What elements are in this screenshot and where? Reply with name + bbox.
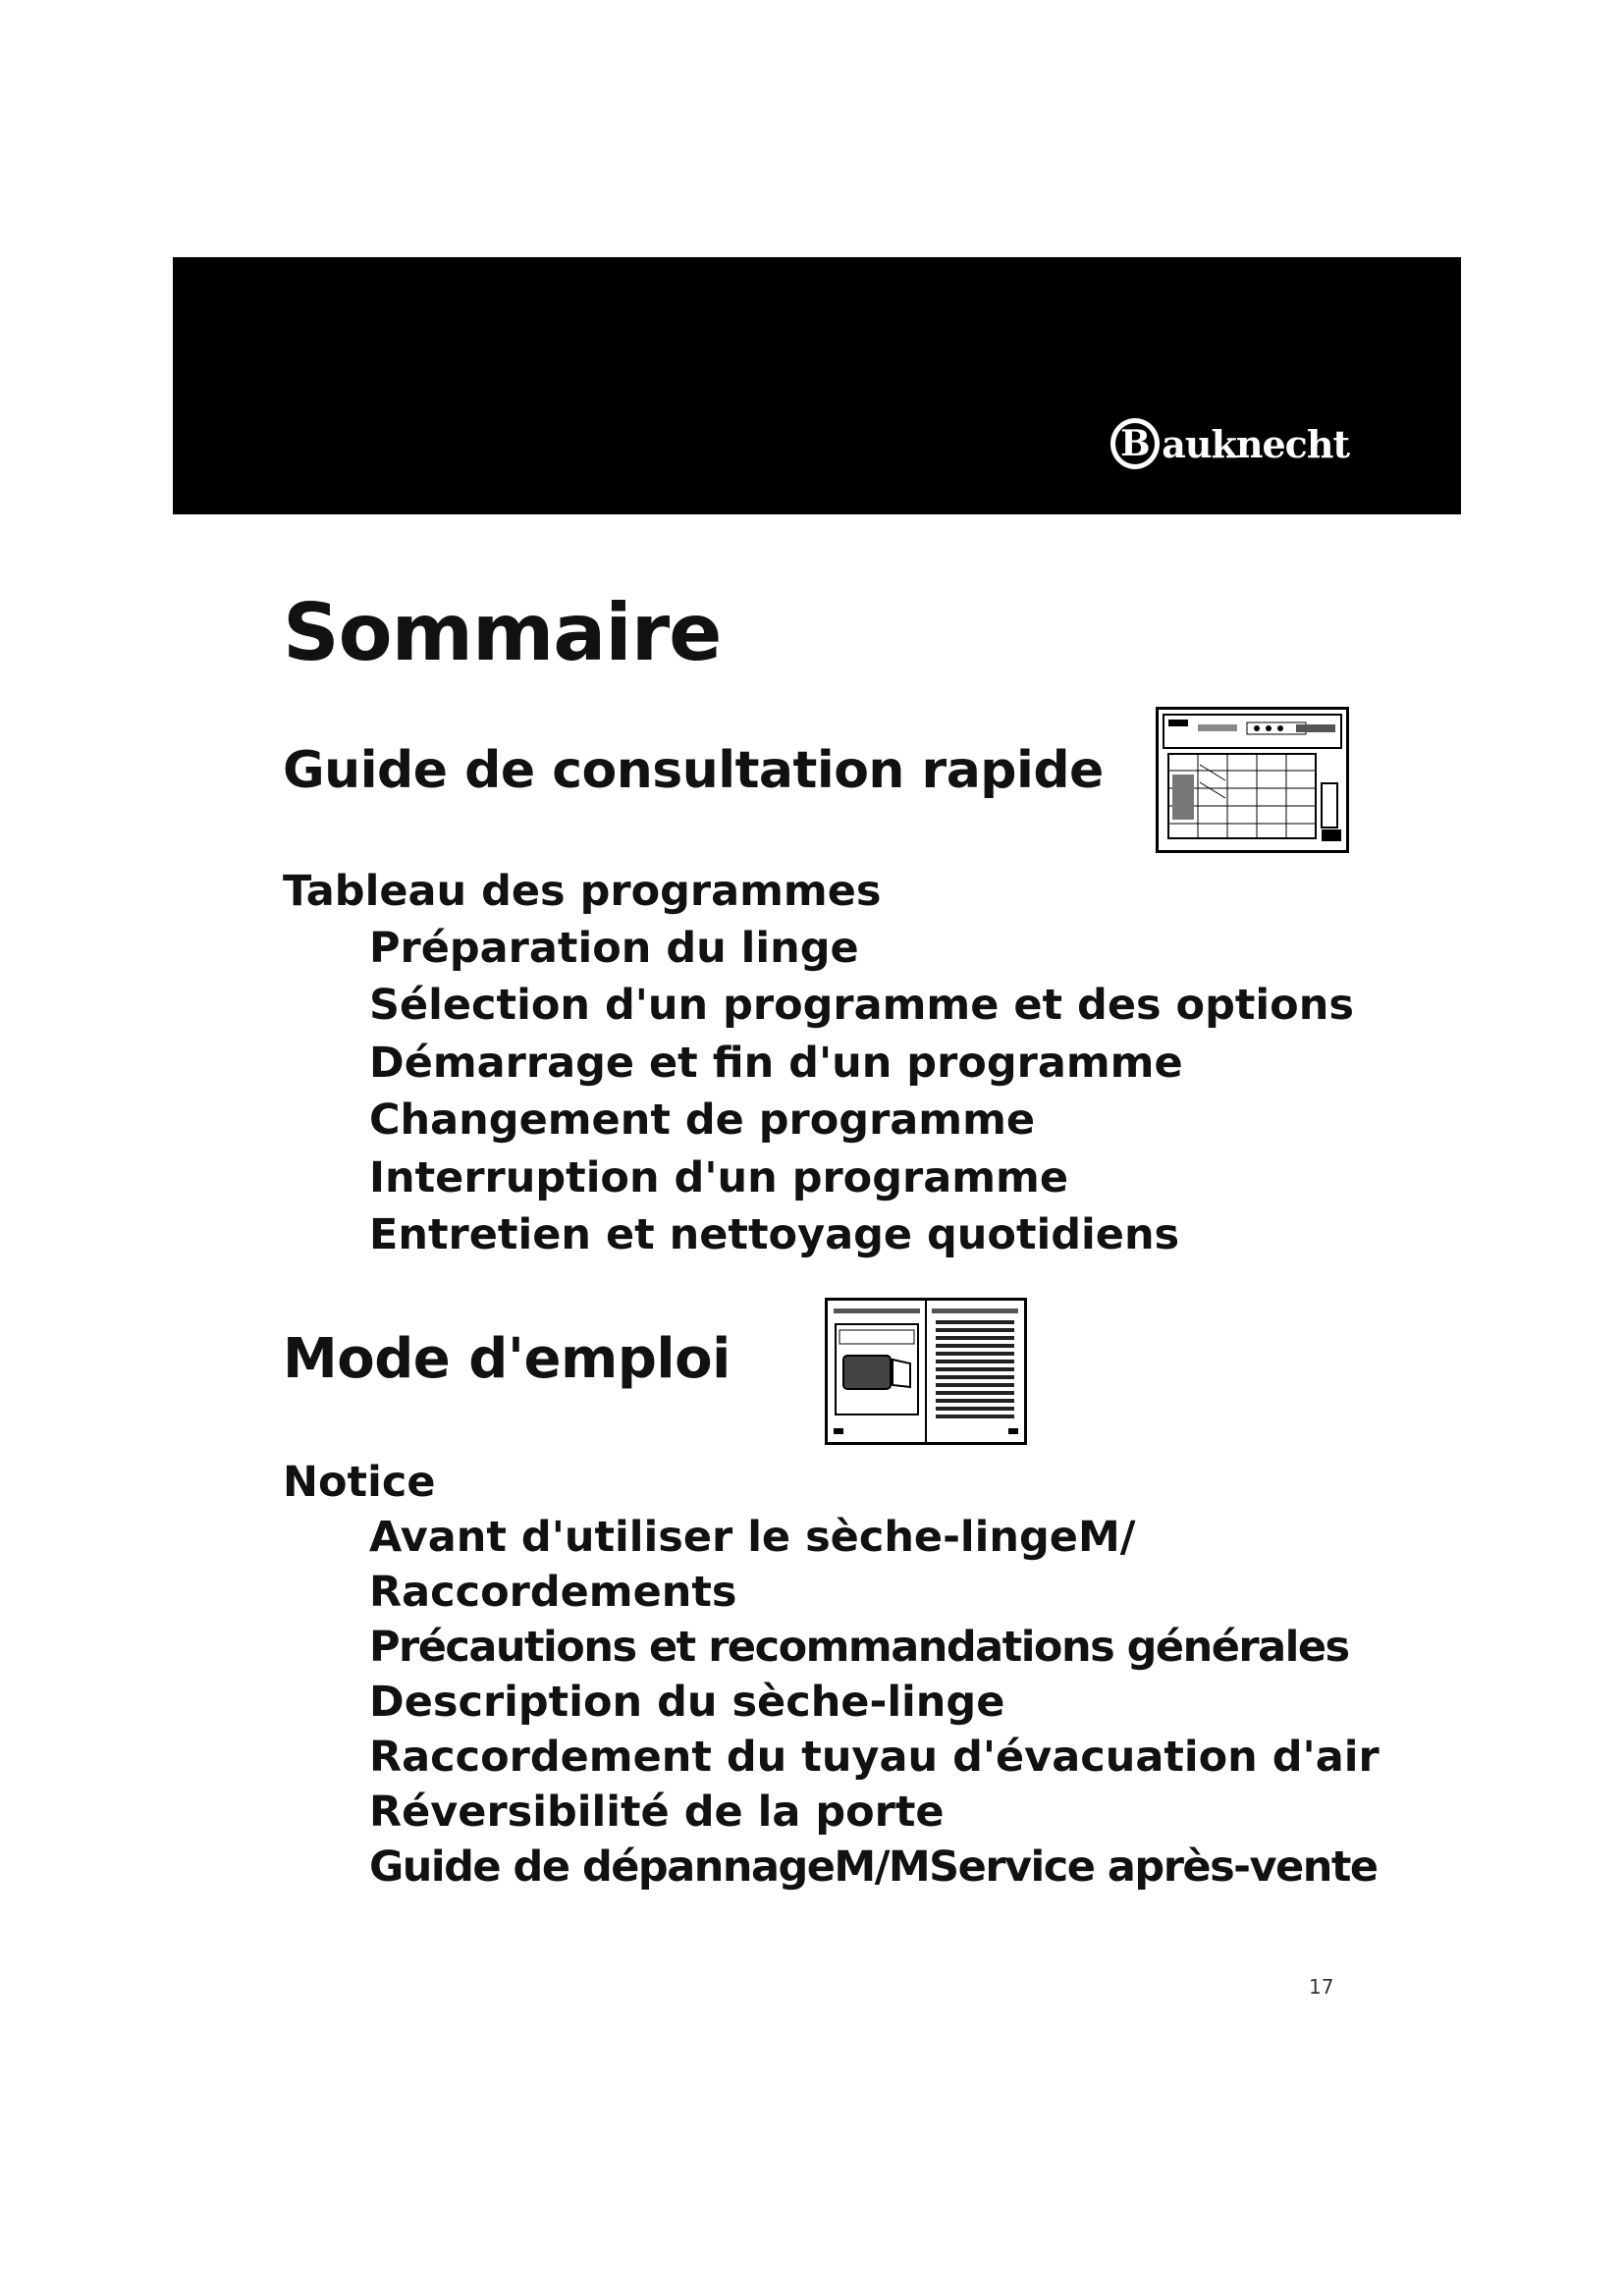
page-number: 17: [1309, 1975, 1334, 1999]
toc-item-description-seche-linge: Description du sèche-linge: [369, 1678, 1005, 1727]
page-title: Sommaire: [283, 587, 722, 678]
quick-guide-thumbnail-drawing: [1159, 710, 1346, 850]
section-subheading-notice: Notice: [283, 1458, 436, 1507]
quick-guide-thumbnail: [1156, 707, 1349, 853]
manual-thumbnail: [825, 1298, 1027, 1445]
toc-item-changement-programme: Changement de programme: [369, 1095, 1036, 1145]
section-heading-guide: Guide de consultation rapide: [283, 741, 1104, 800]
toc-item-preparation-linge: Préparation du linge: [369, 924, 859, 973]
toc-item-demarrage-fin: Démarrage et fin d'un programme: [369, 1039, 1183, 1088]
toc-item-raccordement-tuyau: Raccordement du tuyau d'évacuation d'air: [369, 1733, 1380, 1782]
brand-logo-text: auknecht: [1162, 421, 1349, 466]
section-heading-mode-emploi: Mode d'emploi: [283, 1327, 731, 1391]
toc-item-avant-utiliser: Avant d'utiliser le sèche-lingeM/: [369, 1513, 1136, 1562]
toc-item-entretien-nettoyage: Entretien et nettoyage quotidiens: [369, 1210, 1180, 1259]
toc-item-guide-depannage: Guide de dépannageM/MService après-vente: [369, 1842, 1378, 1892]
section-subheading-tableau: Tableau des programmes: [283, 867, 882, 916]
toc-item-precautions: Précautions et recommandations générales: [369, 1623, 1349, 1672]
toc-item-reversibilite-porte: Réversibilité de la porte: [369, 1788, 945, 1837]
toc-item-selection-programme: Sélection d'un programme et des options: [369, 981, 1354, 1030]
toc-item-raccordements: Raccordements: [369, 1568, 737, 1617]
header-band: [173, 257, 1461, 514]
brand-logo: [1110, 418, 1349, 469]
toc-item-interruption-programme: Interruption d'un programme: [369, 1153, 1068, 1202]
manual-thumbnail-drawing: [828, 1301, 1024, 1442]
brand-logo-mark: B: [1110, 418, 1160, 469]
